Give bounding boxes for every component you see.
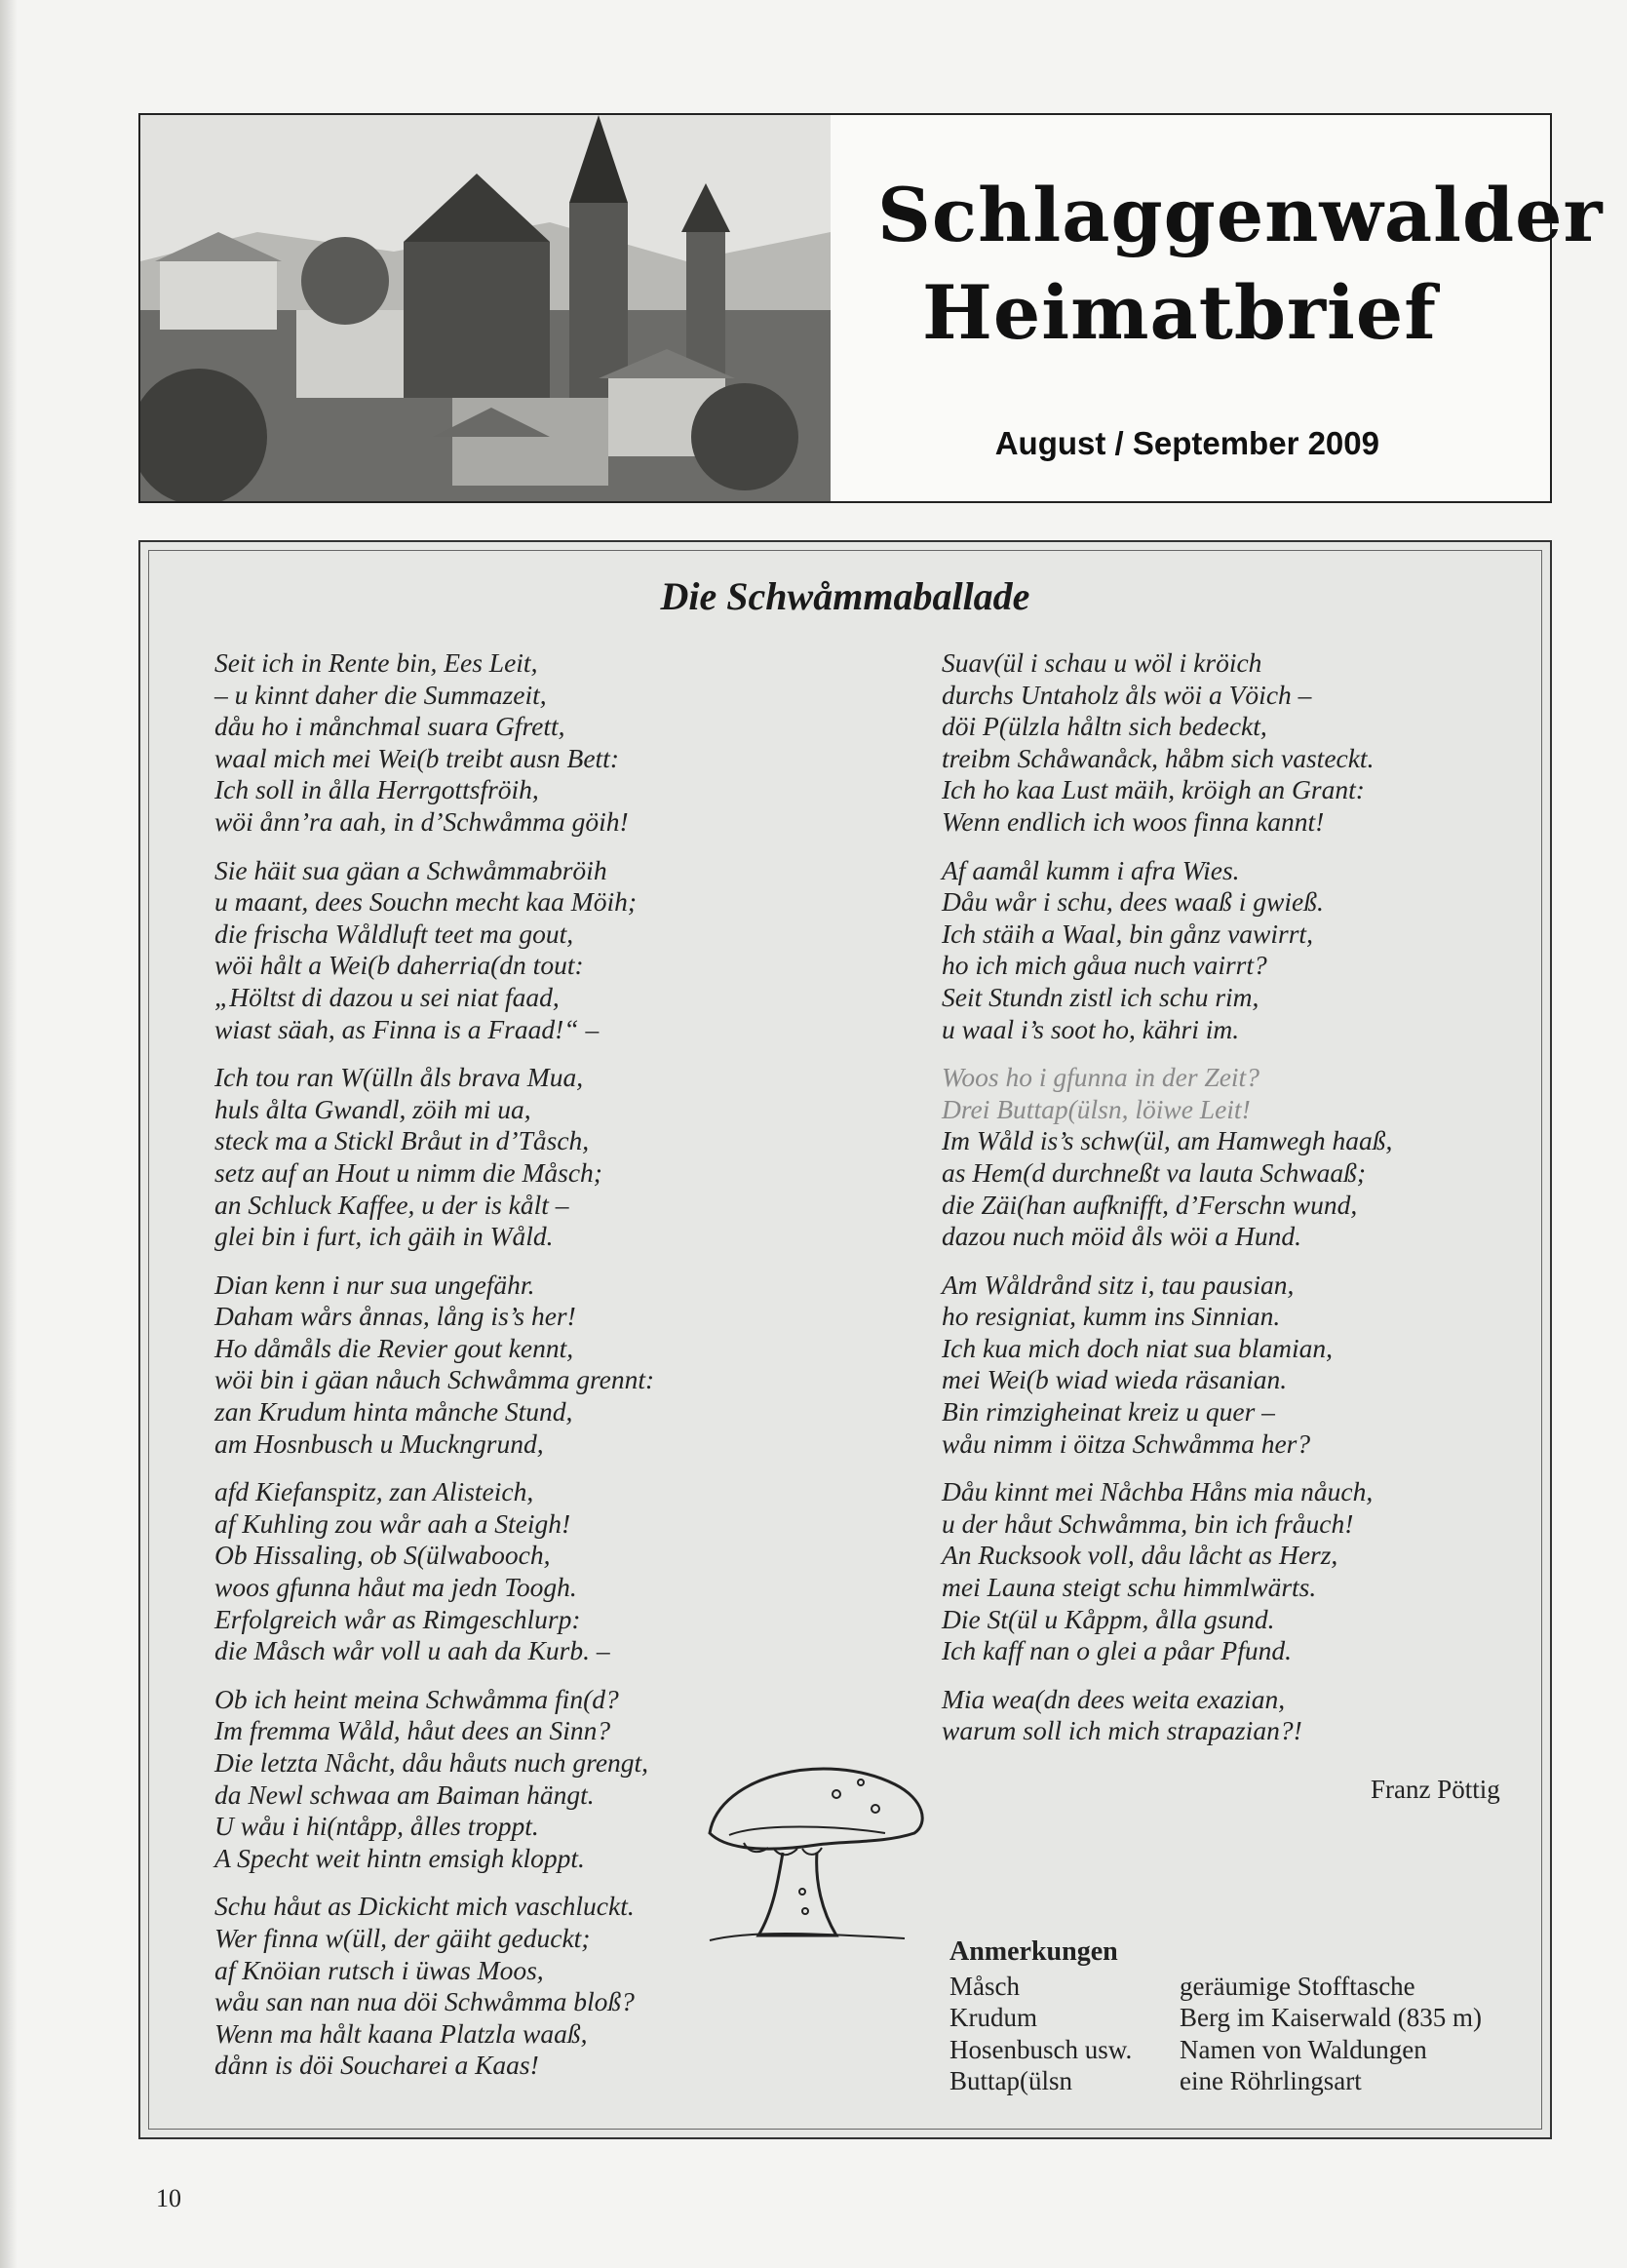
poem-line: ho resigniat, kumm ins Sinnian. — [942, 1301, 1281, 1332]
poem-line: zan Krudum hinta månche Stund, — [214, 1396, 573, 1427]
poem-line: Seit Stundn zistl ich schu rim, — [942, 981, 1259, 1012]
poem-line: steck ma a Stickl Bråut in d’Tåsch, — [214, 1125, 590, 1156]
annotation-meaning: eine Röhrlingsart — [1180, 2066, 1362, 2095]
annotation-row — [949, 2065, 1482, 2097]
poem-stanza — [942, 1476, 1546, 1667]
poem-author: Franz Pöttig — [1371, 1775, 1500, 1804]
poem-line: waal mich mei Wei(b treibt ausn Bett: — [214, 742, 619, 773]
poem-line: woos gfunna håut ma jedn Toogh. — [214, 1572, 577, 1603]
poem-line: „Höltst di dazou u sei niat faad, — [214, 981, 560, 1012]
poem-line: Ich kua mich doch niat sua blamian, — [942, 1332, 1333, 1363]
poem-line: Mia wea(dn dees weita exazian, — [942, 1683, 1286, 1714]
poem-line: Am Wåldrånd sitz i, tau pausian, — [942, 1269, 1295, 1300]
poem-line: Erfolgreich wår as Rimgeschlurp: — [214, 1603, 581, 1634]
poem-line: Sie häit sua gäan a Schwåmmabröih — [214, 854, 607, 885]
poem-stanza — [942, 647, 1546, 839]
poem-stanza — [214, 1270, 838, 1461]
poem-line: U wåu i hi(ntåpp, ålles troppt. — [214, 1811, 539, 1842]
poem-line: as Hem(d durchneßt va lauta Schwaaß; — [942, 1156, 1367, 1188]
annotation-meaning: geräumige Stofftasche — [1180, 1971, 1415, 2001]
annotation-term: Krudum — [949, 2003, 1037, 2032]
poem-line: Suav(ül i schau u wöl i kröich — [942, 647, 1262, 678]
poem-line: Schu håut as Dickicht mich vaschluckt. — [214, 1891, 635, 1922]
poem-line: Bin rimzigheinat kreiz u quer – — [942, 1396, 1275, 1427]
poem-line: wöi hålt a Wei(b daherria(dn tout: — [214, 950, 584, 981]
poem-line: Ho dåmåls die Revier gout kennt, — [214, 1332, 574, 1363]
poem-line: dazou nuch möid åls wöi a Hund. — [942, 1221, 1301, 1252]
masthead-title-line1: Schlaggenwalder — [877, 172, 1604, 258]
poem-line: Ich ho kaa Lust mäih, kröigh an Grant: — [942, 774, 1365, 805]
poem-stanza — [214, 855, 838, 1046]
annotation-term: Buttap(ülsn — [949, 2066, 1072, 2095]
poem-line: Ob ich heint meina Schwåmma fin(d? — [214, 1683, 619, 1714]
poem-stanza — [942, 1270, 1546, 1461]
poem-line: dåu ho i månchmal suara Gfrett, — [214, 711, 565, 742]
poem-right-column — [942, 647, 1546, 1764]
mushroom-illustration — [690, 1755, 944, 1950]
poem-line: wiast säah, as Finna is a Fraad!“ – — [214, 1013, 600, 1044]
poem-line: Dåu kinnt mei Nåchba Håns mia nåuch, — [942, 1476, 1374, 1507]
annotation-term: Måsch — [949, 1971, 1020, 2001]
poem-line: setz auf an Hout u nimm die Måsch; — [214, 1156, 602, 1188]
poem-line: Ich soll in ålla Herrgottsfröih, — [214, 774, 539, 805]
poem-line: an Schluck Kaffee, u der is kålt – — [214, 1189, 569, 1220]
poem-line: afd Kiefanspitz, zan Alisteich, — [214, 1476, 534, 1507]
poem-stanza — [942, 855, 1546, 1046]
poem-line: wåu san nan nua döi Schwåmma bloß? — [214, 1986, 635, 2017]
poem-line: die Måsch wår voll u aah da Kurb. – — [214, 1635, 610, 1666]
poem-line: wåu nimm i öitza Schwåmma her? — [942, 1427, 1311, 1459]
poem-line: am Hosnbusch u Muckngrund, — [214, 1427, 544, 1459]
poem-line: Ich kaff nan o glei a påar Pfund. — [942, 1635, 1292, 1666]
poem-line: treibm Schåwanåck, håbm sich vasteckt. — [942, 742, 1375, 773]
poem-stanza — [214, 1476, 838, 1667]
poem-line: – u kinnt daher die Summazeit, — [214, 679, 547, 710]
poem-line: mei Wei(b wiad wieda räsanian. — [942, 1364, 1288, 1395]
poem-line: durchs Untaholz åls wöi a Vöich – — [942, 679, 1312, 710]
poem-stanza — [942, 1062, 1546, 1253]
issue-date: August / September 2009 — [994, 425, 1379, 461]
poem-line: dånn is döi Soucharei a Kaas! — [214, 2050, 539, 2081]
poem-line: Im Wåld is’s schw(ül, am Hamwegh haaß, — [942, 1125, 1393, 1156]
masthead-title-line2: Heimatbrief — [922, 269, 1437, 356]
poem-line: huls ålta Gwandl, zöih mi ua, — [214, 1093, 531, 1124]
poem-line: glei bin i furt, ich gäih in Wåld. — [214, 1221, 554, 1252]
annotation-meaning: Namen von Waldungen — [1180, 2034, 1427, 2064]
poem-stanza — [214, 1062, 838, 1253]
poem-line: die Zäi(han aufknifft, d’Ferschn wund, — [942, 1189, 1358, 1220]
annotation-row — [949, 1971, 1482, 2003]
poem-line: Die letzta Nåcht, dåu håuts nuch grengt, — [214, 1747, 649, 1778]
poem-line: af Kuhling zou wår aah a Steigh! — [214, 1507, 571, 1539]
masthead — [138, 113, 1604, 503]
poem-line: wöi ånn’ra aah, in d’Schwåmma göih! — [214, 805, 629, 837]
poem-stanza — [214, 647, 838, 839]
annotations — [949, 1936, 1482, 2097]
poem-line: af Knöian rutsch i üwas Moos, — [214, 1954, 544, 1985]
poem-line: ho ich mich gåua nuch vairrt? — [942, 950, 1267, 981]
poem-line: Drei Buttap(ülsn, löiwe Leit! — [942, 1093, 1251, 1124]
poem-line: Wer finna w(üll, der gäiht geduckt; — [214, 1922, 591, 1953]
annotations-heading: Anmerkungen — [949, 1936, 1118, 1967]
poem-line: u waal i’s soot ho, kähri im. — [942, 1013, 1240, 1044]
poem-line: Wenn ma hålt kaana Platzla waaß, — [214, 2017, 588, 2049]
poem-line: A Specht weit hintn emsigh kloppt. — [214, 1842, 585, 1873]
annotation-term: Hosenbusch usw. — [949, 2034, 1133, 2064]
poem-line: u maant, dees Souchn mecht kaa Möih; — [214, 886, 638, 918]
poem-line: Woos ho i gfunna in der Zeit? — [942, 1062, 1259, 1093]
poem-stanza — [942, 1684, 1546, 1747]
poem-line: warum soll ich mich strapazian?! — [942, 1715, 1302, 1746]
poem-line: Die St(ül u Kåppm, ålla gsund. — [942, 1603, 1275, 1634]
poem-line: u der håut Schwåmma, bin ich fråuch! — [942, 1507, 1354, 1539]
poem-line: die frischa Wåldluft teet ma gout, — [214, 918, 574, 949]
poem-title: Die Schwåmmaballade — [660, 574, 1030, 618]
poem-line: Dåu wår i schu, dees waaß i gwieß. — [942, 886, 1324, 918]
poem-line: da Newl schwaa am Baiman hängt. — [214, 1779, 595, 1810]
annotation-row — [949, 2002, 1482, 2034]
poem-line: wöi bin i gäan nåuch Schwåmma grennt: — [214, 1364, 655, 1395]
poem-line: Ob Hissaling, ob S(ülwabooch, — [214, 1540, 551, 1571]
poem-frame — [138, 540, 1552, 2139]
poem-line: Im fremma Wåld, håut dees an Sinn? — [214, 1715, 611, 1746]
annotation-meaning: Berg im Kaiserwald (835 m) — [1180, 2003, 1482, 2032]
poem-line: döi P(ülzla håltn sich bedeckt, — [942, 711, 1267, 742]
annotation-row — [949, 2034, 1482, 2066]
poem-line: Seit ich in Rente bin, Ees Leit, — [214, 647, 538, 678]
poem-line: Ich stäih a Waal, bin gånz vawirrt, — [942, 918, 1313, 949]
poem-line: Daham wårs ånnas, lång is’s her! — [214, 1301, 576, 1332]
page-edge-shadow — [0, 0, 18, 2268]
town-photo — [140, 115, 831, 501]
poem-line: Ich tou ran W(ülln åls brava Mua, — [214, 1062, 584, 1093]
poem-line: Dian kenn i nur sua ungefähr. — [214, 1269, 535, 1300]
poem-line: An Rucksook voll, dåu låcht as Herz, — [942, 1540, 1338, 1571]
page-number: 10 — [156, 2184, 181, 2212]
poem-line: mei Launa steigt schu himmlwärts. — [942, 1572, 1317, 1603]
poem-line: Wenn endlich ich woos finna kannt! — [942, 805, 1325, 837]
poem-line: Af aamål kumm i afra Wies. — [942, 854, 1240, 885]
